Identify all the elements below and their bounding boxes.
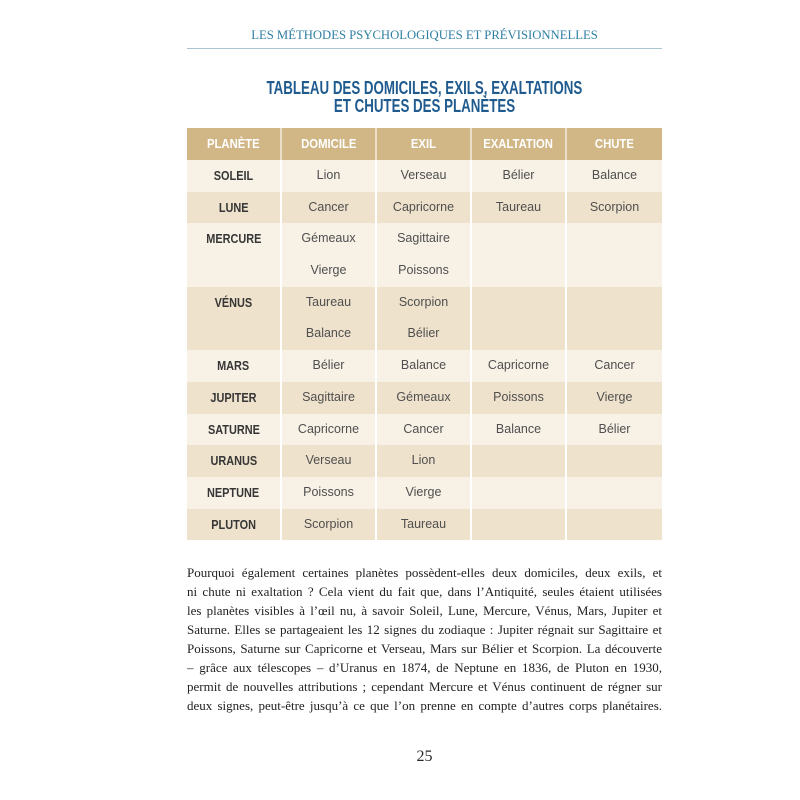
domicile-cell: [282, 477, 377, 509]
exil-cell: [377, 223, 472, 286]
exil-cell: [377, 160, 472, 192]
domicile-value: Capricorne: [297, 421, 360, 436]
chute-value: Cancer: [594, 358, 635, 373]
planet-line: [187, 382, 280, 414]
planet-cell: [187, 192, 282, 224]
exil-value: Bélier: [407, 326, 440, 341]
planet-name: SATURNE: [207, 421, 260, 437]
column-header-label: CHUTE: [595, 136, 634, 151]
planet-line: [187, 350, 280, 382]
planet-name: SOLEIL: [213, 168, 254, 183]
domicile-value: Balance: [305, 326, 352, 341]
column-header-domicile: [282, 128, 377, 160]
domicile-value: Lion: [316, 168, 341, 182]
paragraph-line: ni chute ni exaltation ? Cela vient du fait que, dans l’Antiquité, seules étaient utilisées: [187, 583, 662, 599]
chute-cell: [567, 350, 662, 382]
exil-value: Balance: [400, 358, 447, 373]
exaltation-cell: [472, 223, 567, 286]
domicile-cell: [282, 223, 377, 286]
planet-name: VÉNUS: [214, 294, 253, 310]
exil-value: Capricorne: [392, 199, 455, 214]
planet-cell: [187, 160, 282, 192]
exil-cell: [377, 445, 472, 477]
chute-cell: [567, 160, 662, 192]
planet-line: [187, 192, 280, 224]
planet-line: [187, 287, 280, 319]
exil-cell: [377, 414, 472, 446]
planet-cell: [187, 509, 282, 541]
table-row: [187, 192, 662, 224]
planet-line: [187, 445, 280, 477]
table-title-line: [187, 79, 662, 97]
exil-cell: [377, 192, 472, 224]
chute-cell: [567, 382, 662, 414]
exil-value: Taureau: [400, 516, 447, 531]
planet-name: MERCURE: [205, 231, 262, 247]
exil-cell: [377, 382, 472, 414]
planet-line: [187, 160, 280, 192]
domicile-cell: [282, 287, 377, 350]
paragraph-line: deux signes, peut-être jusqu’à ce que l’on prenne en compte d’autres corps planétaires.: [187, 697, 662, 713]
table-row: [187, 287, 662, 350]
domicile-cell: [282, 414, 377, 446]
planet-cell: [187, 445, 282, 477]
domicile-cell: [282, 160, 377, 192]
column-header-exaltation: [472, 128, 567, 160]
column-header-chute: [567, 128, 662, 160]
column-header-exil: [377, 128, 472, 160]
domicile-value: Verseau: [305, 453, 352, 468]
domicile-cell: [282, 445, 377, 477]
paragraph-line: les planètes visibles à l’œil nu, à savoir Soleil, Lune, Mercure, Vénus, Mars, Jupiter et: [187, 602, 662, 618]
exaltation-cell: [472, 287, 567, 350]
planet-name: NEPTUNE: [207, 484, 260, 500]
table-title-line: [187, 97, 662, 115]
chute-value: Vierge: [596, 389, 633, 404]
exil-value: Verseau: [400, 168, 447, 182]
exil-value: Gémeaux: [396, 389, 451, 404]
paragraph-line: – grâce aux télescopes – d’Uranus en 1874, de Neptune en 1836, de Pluton en 1930,: [187, 659, 662, 675]
exaltation-value: Taureau: [495, 199, 542, 214]
table-row: [187, 160, 662, 192]
table-title-text: ET CHUTES DES PLANÈTES: [333, 96, 516, 116]
exil-cell: [377, 509, 472, 541]
exaltation-value: Capricorne: [487, 358, 550, 373]
exil-value: Sagittaire: [397, 231, 450, 246]
chute-value: Balance: [591, 168, 638, 182]
domicile-cell: [282, 509, 377, 541]
exaltation-cell: [472, 382, 567, 414]
column-header-label: DOMICILE: [300, 136, 357, 151]
exaltation-value: Poissons: [493, 389, 544, 404]
page-number: 25: [416, 748, 433, 765]
paragraph-line: Poissons, Saturne sur Capricorne et Verseau, Mars sur Bélier et Scorpion. La découverte: [187, 640, 662, 656]
chute-cell: [567, 223, 662, 286]
exaltation-value: Bélier: [502, 168, 535, 182]
planet-cell: [187, 477, 282, 509]
planet-name: PLUTON: [211, 516, 256, 532]
planet-cell: [187, 223, 282, 286]
domicile-value: Scorpion: [303, 516, 354, 531]
running-header: LES MÉTHODES PSYCHOLOGIQUES ET PRÉVISIONNELLES: [251, 28, 598, 42]
exaltation-cell: [472, 350, 567, 382]
paragraph-line: permit de nouvelles attributions ; cependant Mercure et Vénus continuent de régner sur: [187, 678, 662, 694]
planet-cell: [187, 287, 282, 350]
column-header-label: EXALTATION: [483, 136, 554, 151]
planet-line: [187, 509, 280, 541]
planet-table: [187, 128, 662, 540]
chute-cell: [567, 287, 662, 350]
domicile-value: Gémeaux: [301, 231, 356, 246]
chute-cell: [567, 414, 662, 446]
chute-cell: [567, 477, 662, 509]
header-rule: [187, 48, 662, 49]
table-header-row: [187, 128, 662, 160]
table-row: [187, 350, 662, 382]
table-row: [187, 414, 662, 446]
domicile-value: Bélier: [312, 358, 345, 373]
chute-value: Scorpion: [589, 199, 640, 214]
exil-value: Cancer: [403, 421, 444, 436]
planet-name: MARS: [217, 358, 250, 374]
domicile-value: Cancer: [308, 199, 349, 214]
domicile-value: Sagittaire: [302, 389, 355, 404]
exil-cell: [377, 477, 472, 509]
table-title-text: TABLEAU DES DOMICILES, EXILS, EXALTATIONS: [266, 78, 583, 98]
chute-cell: [567, 509, 662, 541]
chute-value: Bélier: [598, 421, 631, 436]
domicile-value: Taureau: [305, 294, 352, 309]
chute-cell: [567, 445, 662, 477]
exil-value: Lion: [411, 453, 436, 468]
table-row: [187, 477, 662, 509]
domicile-cell: [282, 192, 377, 224]
planet-name: JUPITER: [210, 389, 257, 405]
table-row: [187, 509, 662, 541]
exil-cell: [377, 287, 472, 350]
exaltation-cell: [472, 160, 567, 192]
paragraph-line: Pourquoi également certaines planètes possèdent-elles deux domiciles, deux exils, et: [187, 564, 662, 580]
exil-cell: [377, 350, 472, 382]
column-header-label: EXIL: [410, 136, 437, 151]
planet-cell: [187, 414, 282, 446]
exaltation-cell: [472, 477, 567, 509]
column-header-planete: [187, 128, 282, 160]
exaltation-cell: [472, 445, 567, 477]
table-row: [187, 382, 662, 414]
domicile-cell: [282, 350, 377, 382]
domicile-value: Vierge: [310, 263, 347, 278]
table-title: [187, 79, 662, 115]
planet-name: LUNE: [218, 199, 249, 215]
table-row: [187, 223, 662, 286]
domicile-cell: [282, 382, 377, 414]
exil-value: Scorpion: [398, 294, 449, 309]
domicile-value: Poissons: [303, 484, 354, 499]
exaltation-cell: [472, 414, 567, 446]
column-header-label: PLANÈTE: [207, 136, 260, 151]
exil-value: Poissons: [398, 263, 449, 278]
planet-line: [187, 223, 280, 255]
exaltation-value: Balance: [495, 421, 542, 436]
paragraph-line: Saturne. Elles se partageaient les 12 signes du zodiaque : Jupiter régnait sur Sagittaire et: [187, 621, 662, 637]
table-row: [187, 445, 662, 477]
planet-line: [187, 477, 280, 509]
planet-cell: [187, 350, 282, 382]
exaltation-cell: [472, 509, 567, 541]
exil-value: Vierge: [405, 484, 442, 499]
planet-line: [187, 414, 280, 446]
body-paragraph: [187, 563, 662, 715]
exaltation-cell: [472, 192, 567, 224]
chute-cell: [567, 192, 662, 224]
planet-name: URANUS: [210, 453, 257, 469]
planet-cell: [187, 382, 282, 414]
